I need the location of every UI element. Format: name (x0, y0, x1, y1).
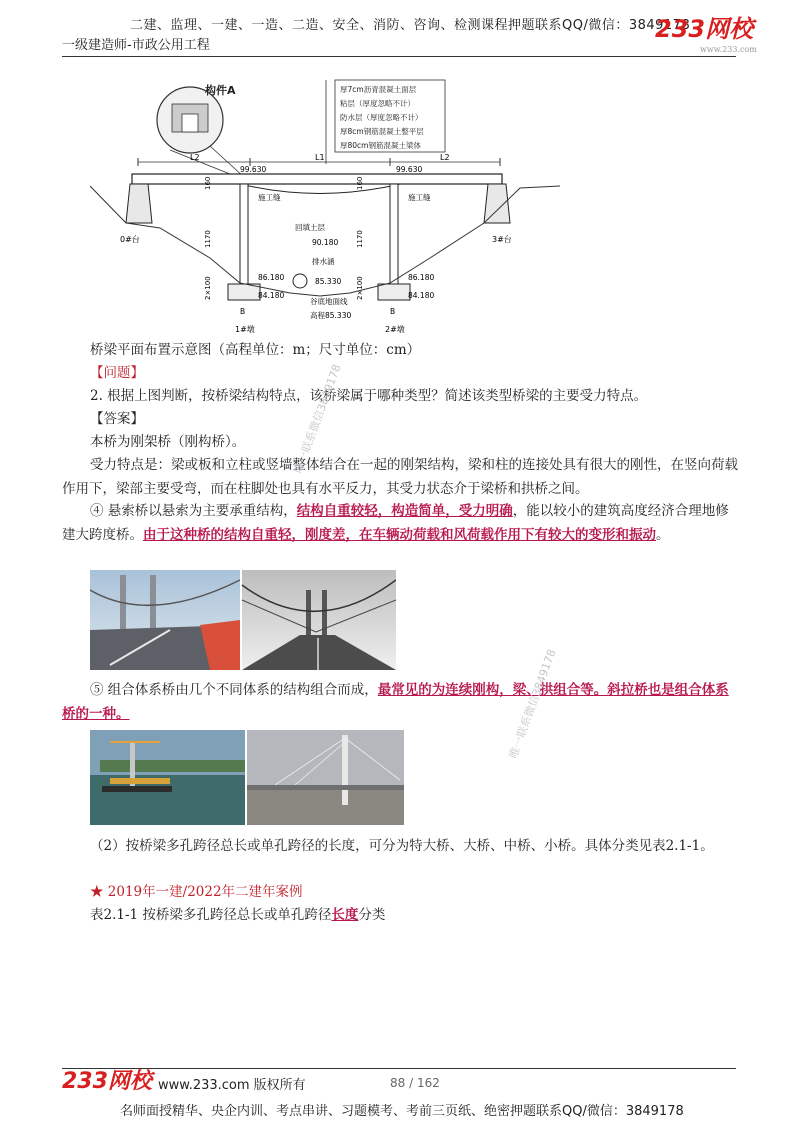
abutment-3 (484, 184, 510, 223)
abutment-3-label: 3#台 (492, 235, 512, 244)
brand-url: www.233.com (700, 45, 757, 54)
elev-90180: 90.180 (312, 238, 339, 247)
answer-paragraph: 受力特点是：梁或板和立柱或竖墙整体结合在一起的刚架结构，梁和柱的连接处具有很大的刚性，在竖向荷载作用下，梁部主要受弯，而在柱脚处也具有水平反力，其受力状态介于梁桥和拱桥之间。 (62, 457, 738, 497)
layer-5: 厚80cm钢筋混凝土梁体 (340, 141, 421, 150)
pier-1-label: 1#墩 (235, 325, 255, 334)
drain-culvert-circle (293, 274, 307, 288)
header-contact-line: 二建、监理、一建、一造、二造、安全、消防、咨询、检测课程押题联系QQ/微信：3849178 (130, 18, 691, 33)
dim-1170-left: 1170 (204, 230, 212, 248)
note-joint-right: 施工缝 (408, 193, 431, 202)
suspension-bridge-photos (90, 570, 396, 670)
elev-84180-right: 84.180 (408, 291, 435, 300)
span-l2-left: L2 (190, 153, 200, 162)
table-caption (90, 903, 385, 927)
p5-part-a: ⑤ 组合体系桥由几个不同体系的结构组合而成， (90, 682, 378, 698)
table-caption-c: 分类 (358, 907, 386, 923)
suspension-bridge-paragraph (62, 499, 742, 547)
dim-160-left: 160 (204, 176, 212, 190)
table-caption-a: 表2.1-1 按桥梁多孔跨径总长或单孔跨径 (90, 907, 332, 923)
page-number: 88 / 162 (390, 1076, 440, 1090)
layer-3: 防水层（厚度忽略不计） (340, 113, 423, 122)
note-backfill: 回填土层 (295, 223, 325, 232)
footer-contact-line: 名师面授精华、央企内训、考点串讲、习题模考、考前三页纸、绝密押题联系QQ/微信：3849178 (120, 1104, 684, 1119)
table-caption-highlight: 长度 (331, 907, 359, 923)
p4-highlight-2: 由于这种桥的结构自重轻，刚度差，在车辆动荷载和风荷载作用下有较大的变形和振动 (143, 527, 656, 543)
abutment-0-label: 0#台 (120, 235, 140, 244)
bridge-diagram (90, 78, 560, 340)
brand-logo[interactable]: 233网校 (655, 15, 754, 43)
layer-1: 厚7cm沥青混凝土面层 (340, 85, 417, 94)
p4-part-e: 。 (656, 527, 670, 543)
footer-url[interactable]: www.233.com 版权所有 (158, 1078, 306, 1093)
composite-bridge-paragraph (62, 678, 742, 726)
header-divider (62, 56, 736, 57)
pier-1 (240, 184, 248, 284)
span-l2-right: L2 (440, 153, 450, 162)
classification-paragraph: （2）按桥梁多孔跨径总长或单孔跨径的长度，可分为特大桥、大桥、中桥、小桥。具体分类见表2.1-1。 (90, 838, 714, 854)
composite-bridge-photos (90, 730, 404, 825)
p4-highlight-1: 结构自重较轻，构造简单，受力明确 (296, 503, 513, 519)
elev-84180-left: 84.180 (258, 291, 285, 300)
component-a-label: 构件A (205, 84, 236, 97)
p5-highlight: 最常见的为连续刚构，梁、拱组合等。斜拉桥也是组合体系桥的一种。 (62, 682, 729, 722)
watermark-1: 唯一联系微信3849178 (291, 362, 344, 476)
footer-divider (62, 1068, 736, 1069)
answer-line-1: 本桥为刚架桥（刚构桥）。 (90, 434, 246, 450)
elev-85330: 85.330 (315, 277, 342, 286)
dim-160-right: 160 (356, 176, 364, 190)
answer-heading: 【答案】 (90, 411, 144, 427)
elev-86180-left: 86.180 (258, 273, 285, 282)
span-l1: L1 (315, 153, 325, 162)
question-text: 2. 根据上图判断，按桥梁结构特点，该桥梁属于哪种类型？简述该类型桥梁的主要受力特点。 (90, 388, 648, 404)
case-reference: ★ 2019年一建/2022年二建年案例 (90, 884, 303, 900)
pier-1-b: B (240, 307, 246, 316)
note-joint-left: 施工缝 (258, 193, 281, 202)
elev-bottom: 高程85.330 (310, 311, 352, 320)
watermark-2: 唯一联系微信3849178 (506, 647, 559, 761)
dim-1170-right: 1170 (356, 230, 364, 248)
abutment-0 (126, 184, 152, 223)
note-drain-culvert: 排水涵 (312, 257, 335, 266)
layer-2: 粘层（厚度忽略不计） (340, 99, 415, 108)
diagram-caption: 桥梁平面布置示意图（高程单位：m；尺寸单位：cm） (90, 342, 421, 358)
deck-elevation-left: 99.630 (240, 165, 267, 174)
note-valley-line: 谷底地面线 (310, 297, 348, 306)
bridge-deck (132, 174, 502, 184)
dim-2x100-left: 2×100 (204, 276, 212, 300)
dim-2x100-right: 2×100 (356, 276, 364, 300)
p4-part-a: ④ 悬索桥以悬索为主要承重结构， (90, 503, 297, 519)
footer-logo[interactable]: 233网校 (62, 1069, 152, 1094)
p4-part-c: ，能以较小的建筑高度经济合理地修建大跨度桥。 (62, 503, 729, 543)
question-heading: 【问题】 (90, 365, 144, 381)
layer-4: 厚8cm钢筋混凝土整平层 (340, 127, 424, 136)
pier-2-label: 2#墩 (385, 325, 405, 334)
pier-2-b: B (390, 307, 396, 316)
elev-86180-right: 86.180 (408, 273, 435, 282)
header-subject: 一级建造师-市政公用工程 (62, 38, 210, 53)
deck-elevation-right: 99.630 (396, 165, 423, 174)
pier-2 (390, 184, 398, 284)
